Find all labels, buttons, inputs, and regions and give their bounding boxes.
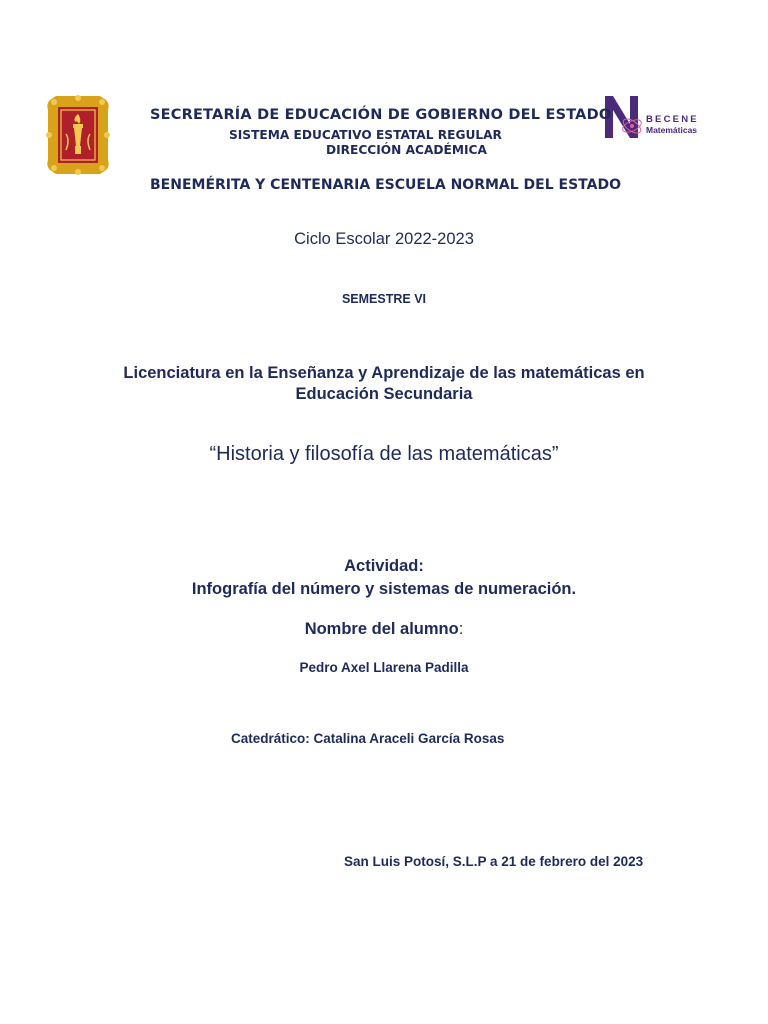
header-escuela-normal: BENEMÉRITA Y CENTENARIA ESCUELA NORMAL DEL ESTADO <box>150 177 621 193</box>
course-title: “Historia y filosofía de las matemáticas” <box>209 443 559 465</box>
actividad-label: Actividad: <box>344 557 424 575</box>
becene-wordmark: BECENE <box>646 114 699 125</box>
becene-subtitle: Matemáticas <box>646 125 698 135</box>
header-sistema-educativo: SISTEMA EDUCATIVO ESTATAL REGULAR <box>229 128 502 142</box>
student-name-label-text: Nombre del alumno <box>304 620 459 638</box>
header-secretaria: SECRETARÍA DE EDUCACIÓN DE GOBIERNO DEL ESTADO <box>150 107 612 123</box>
semestre: SEMESTRE VI <box>341 292 427 306</box>
school-crest-logo <box>44 94 112 176</box>
student-name-colon: : <box>458 620 464 638</box>
student-name-label <box>0 620 768 639</box>
header-direccion-academica: DIRECCIÓN ACADÉMICA <box>326 143 487 157</box>
student-name: Pedro Axel Llarena Padilla <box>299 660 469 675</box>
catedratico: Catedrático: Catalina Araceli García Rosas <box>231 731 505 746</box>
becene-logo-mark-icon <box>602 92 710 142</box>
place-and-date: San Luis Potosí, S.L.P a 21 de febrero del 2023 <box>344 854 644 869</box>
ciclo-escolar: Ciclo Escolar 2022-2023 <box>294 230 474 248</box>
becene-matematicas-logo <box>602 92 710 142</box>
licenciatura-line-1: Licenciatura en la Enseñanza y Aprendizaje de las matemáticas en <box>123 364 645 382</box>
actividad-title: Infografía del número y sistemas de numeración. <box>191 580 577 598</box>
licenciatura-line-2: Educación Secundaria <box>295 385 473 403</box>
torch-crest-icon <box>44 94 112 176</box>
